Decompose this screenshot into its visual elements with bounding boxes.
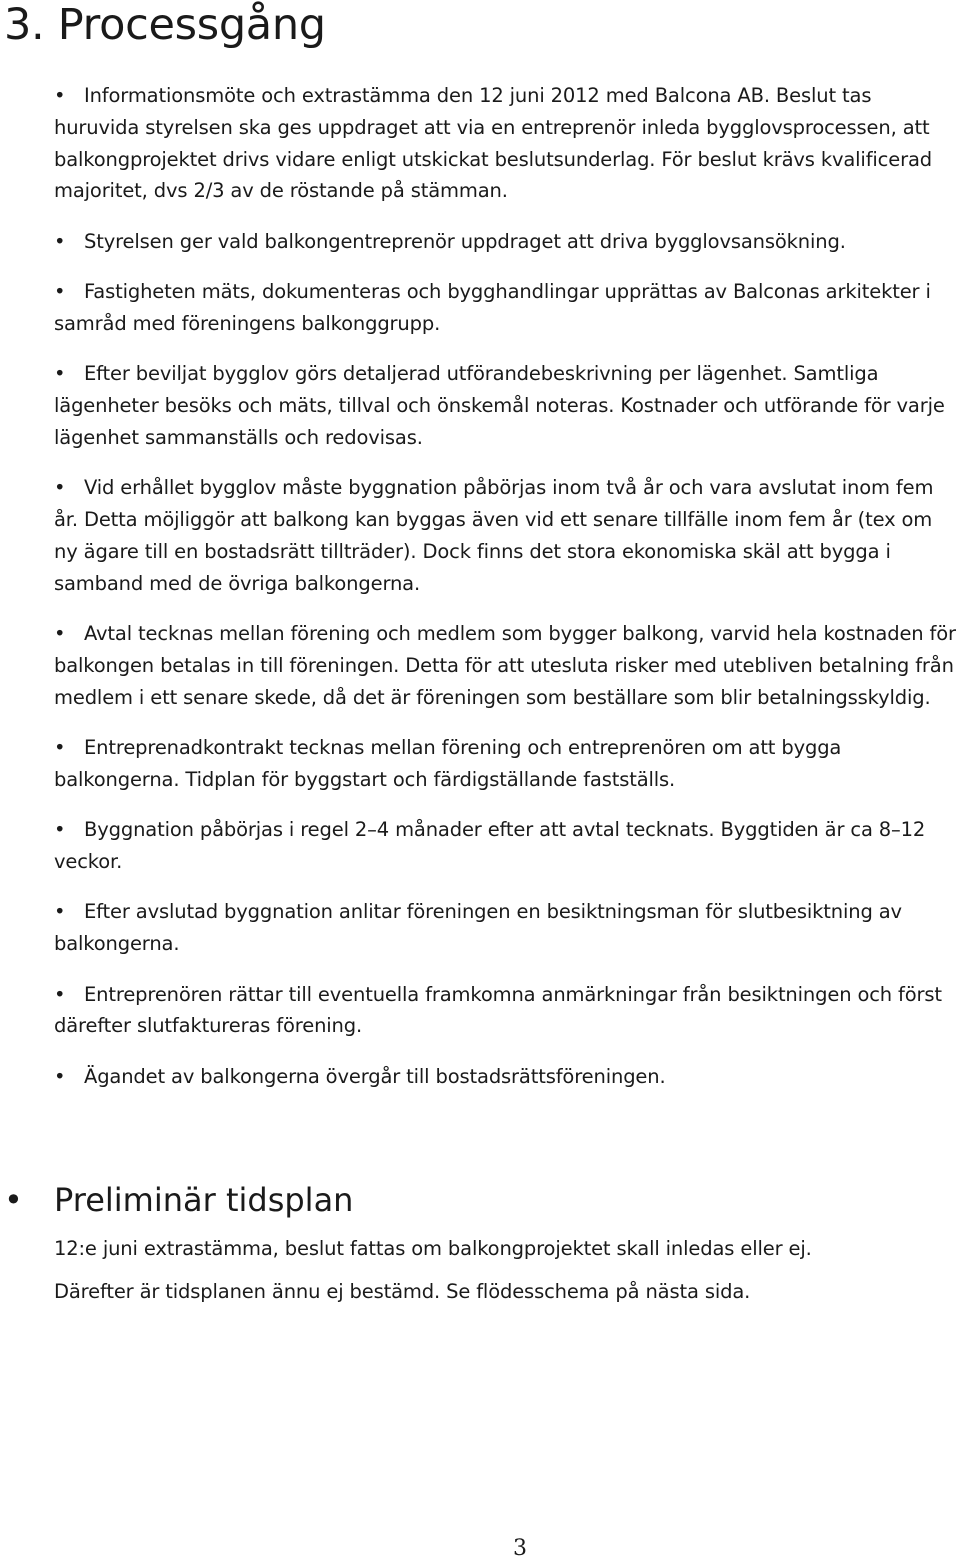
schedule-paragraph: Därefter är tidsplanen ännu ej bestämd. Se flödesschema på nästa sida. [54, 1280, 751, 1303]
list-item [54, 1061, 958, 1093]
bullet-icon: • [54, 476, 66, 500]
bullet-icon: • [54, 362, 66, 386]
list-item-text: Entreprenadkontrakt tecknas mellan förening och entreprenören om att bygga balkongerna. Tidplan för byggstart och färdigställande fastställs. [54, 736, 842, 791]
bullet-icon: • [54, 982, 66, 1006]
list-item-text: Styrelsen ger vald balkongentreprenör uppdraget att driva bygglovsansökning. [84, 229, 846, 253]
bullet-icon: • [54, 818, 66, 842]
list-item [54, 814, 958, 878]
list-item-text: Fastigheten mäts, dokumenteras och bygghandlingar upprättas av Balconas arkitekter i samråd med föreningens balkonggrupp. [54, 280, 931, 335]
bullet-icon: • [54, 622, 66, 646]
bullet-icon: • [54, 84, 66, 107]
process-steps-list [54, 80, 958, 1111]
list-item-text: Avtal tecknas mellan förening och medlem som bygger balkong, varvid hela kostnaden för balkongen betalas in till föreningen. Detta för att utesluta risker med utebliven betalning från medlem i ett senare skede, då det är föreningen som beställare som blir betalningsskyldig. [54, 622, 956, 709]
bullet-icon: • [54, 900, 66, 924]
bullet-icon: • [54, 280, 66, 304]
list-item [54, 979, 958, 1043]
list-item [54, 80, 958, 207]
list-item-text: Byggnation påbörjas i regel 2–4 månader efter att avtal tecknats. Byggtiden är ca 8–12 veckor. [54, 818, 926, 874]
list-item-text: Ägandet av balkongerna övergår till bostadsrättsföreningen. [84, 1064, 666, 1088]
list-item [54, 472, 958, 599]
list-item-text: Vid erhållet bygglov måste byggnation påbörjas inom två år och vara avslutat inom fem år. Detta möjliggör att balkong kan byggas även vid ett senare tillfälle inom fem år (tex om ny ägare till en bostadsrätt tillträder). Dock finns det stora ekonomiska skäl att bygga i samband med de övriga balkongerna. [54, 476, 934, 595]
list-item [54, 618, 958, 713]
list-item [54, 226, 958, 258]
list-item-text: Entreprenören rättar till eventuella framkomna anmärkningar från besiktningen och först därefter slutfaktureras förening. [54, 982, 942, 1038]
list-item-text: Efter beviljat bygglov görs detaljerad utförandebeskrivning per lägenhet. Samtliga lägenheter besöks och mäts, tillval och önskemål noteras. Kostnader och utförande för varje lägenhet sammanställs och redovisas. [54, 362, 945, 449]
page-title: 3. Processgång [4, 0, 326, 50]
list-item [54, 732, 958, 796]
bullet-icon: • [54, 1064, 66, 1088]
list-item-text: Informationsmöte och extrastämma den 12 juni 2012 med Balcona AB. Beslut tas huruvida styrelsen ska ges uppdraget att via en entreprenör inleda bygglovsprocessen, att balkongprojektet drivs vidare enligt utskickat beslutsunderlag. För beslut krävs kvalificerad majoritet, dvs 2/3 av de röstande på stämman. [54, 84, 932, 203]
bullet-icon: • [54, 229, 66, 253]
list-item-text: Efter avslutad byggnation anlitar föreningen en besiktningsman för slutbesiktning av balkongerna. [54, 900, 902, 956]
page-number: 3 [513, 1536, 527, 1561]
list-item [54, 358, 958, 453]
schedule-heading-text: Preliminär tidsplan [54, 1181, 354, 1219]
list-item [54, 896, 958, 960]
bullet-icon: • [4, 1181, 23, 1219]
bullet-icon: • [54, 736, 66, 760]
list-item [54, 276, 958, 340]
schedule-paragraph: 12:e juni extrastämma, beslut fattas om balkongprojektet skall inledas eller ej. [54, 1237, 812, 1260]
schedule-heading [0, 1176, 353, 1224]
